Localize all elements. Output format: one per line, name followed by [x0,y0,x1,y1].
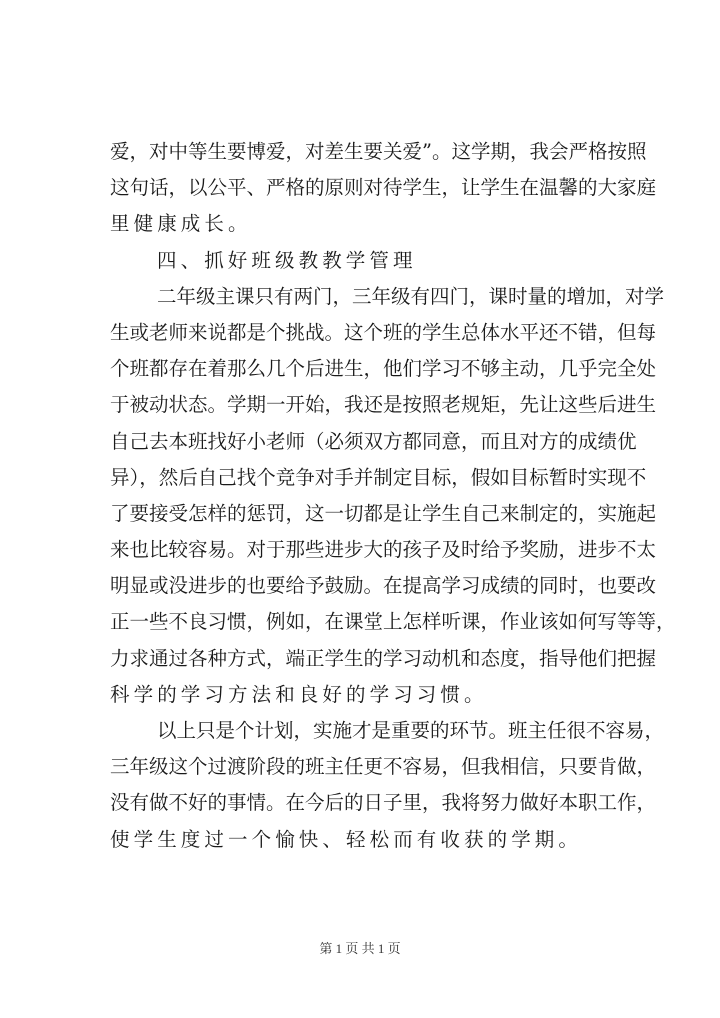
text-line: 没有做不好的事情。在今后的日子里，我将努力做好本职工作， [110,791,657,815]
text-line: 明显或没进步的也要给予鼓励。在提高学习成绩的同时，也要改 [110,574,657,598]
text-line: 使学生度过一个愉快、轻松而有收获的学期。 [110,827,583,851]
text-line: 生或老师来说都是个挑战。这个班的学生总体水平还不错，但每 [110,320,657,344]
text-line: 个班都存在着那么几个后进生，他们学习不够主动，几乎完全处 [110,357,657,381]
text-line: 三年级这个过渡阶段的班主任更不容易，但我相信，只要肯做， [110,755,657,779]
text-line: 异），然后自己找个竞争对手并制定目标，假如目标暂时实现不 [110,465,647,489]
paragraph-teaching-management [110,279,676,713]
text-line: 力求通过各种方式，端正学生的学习动机和态度，指导他们把握 [110,646,657,670]
heading-text: 四、抓好班级教教学管理 [157,248,417,272]
section-heading [110,243,630,279]
text-line: 以上只是个计划，实施才是重要的环节。班主任很不容易， [157,719,665,742]
paragraph-continued [110,134,657,243]
text-line: 来也比较容易。对于那些进步大的孩子及时给予奖励，进步不太 [110,538,657,562]
text-line: 科学的学习方法和良好的学习习惯。 [110,682,488,706]
text-line: 爱，对中等生要博爱，对差生要关爱”。这学期，我会严格按照 [110,140,647,163]
text-line: 了要接受怎样的惩罚，这一切都是让学生自己来制定的，实施起 [110,501,657,525]
paragraph-conclusion [110,713,665,858]
page-number-label: 第 1 页 共 1 页 [319,941,401,956]
page-footer [0,938,720,957]
document-body [110,134,676,858]
text-line: 于被动状态。学期一开始，我还是按照老规矩，先让这些后进生 [110,393,657,417]
text-line: 正一些不良习惯，例如，在课堂上怎样听课，作业该如何写等等， [110,610,676,634]
text-line: 自己去本班找好小老师（必须双方都同意，而且对方的成绩优 [110,429,637,453]
text-line: 二年级主课只有两门，三年级有四门，课时量的增加，对学 [157,284,665,308]
text-line: 这句话，以公平、严格的原则对待学生，让学生在温馨的大家庭 [110,176,657,200]
text-line: 里健康成长。 [110,212,252,236]
